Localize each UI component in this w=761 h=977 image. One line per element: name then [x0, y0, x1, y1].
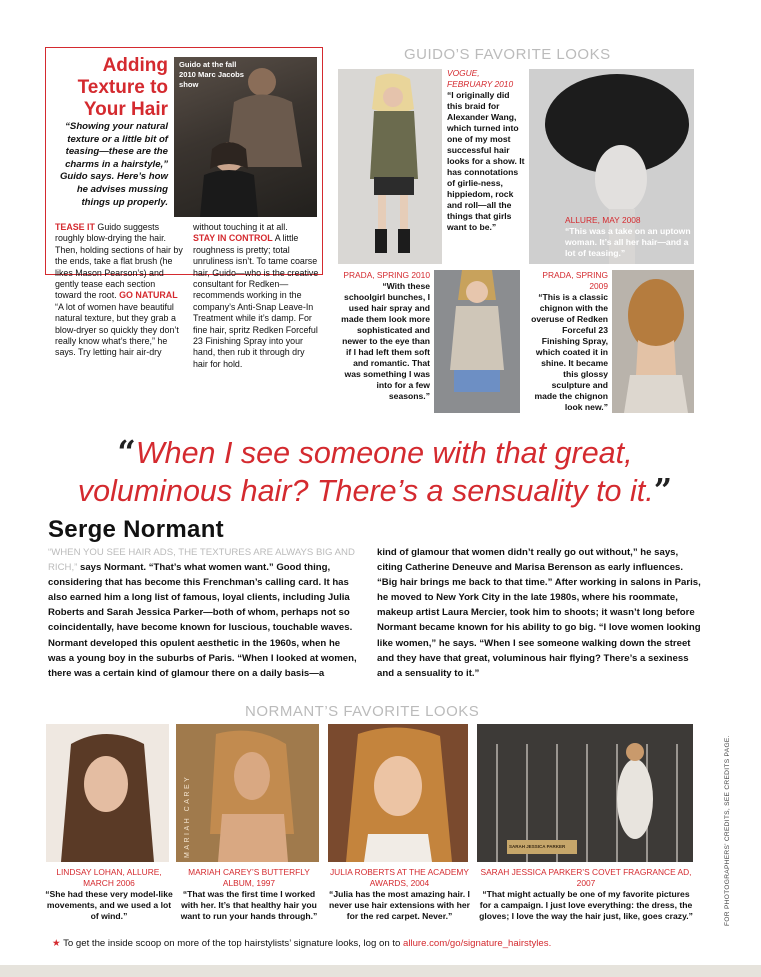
tip-lead: STAY IN CONTROL [193, 233, 273, 244]
caption-source: SARAH JESSICA PARKER’S COVET FRAGRANCE AD, 2007 [480, 867, 692, 888]
vogue-braid-photo [338, 69, 442, 264]
mariah-album-vertical-text: MARIAH CAREY [184, 774, 191, 858]
footer-note [52, 938, 551, 949]
mariah-caption [174, 867, 324, 922]
mariah-carey-album-photo [176, 724, 319, 862]
allure-caption [565, 215, 691, 259]
caption-source: ALLURE, MAY 2008 [565, 215, 641, 225]
pull-quote [50, 434, 700, 510]
caption-quote: “That might actually be one of my favorite pictures for a campaign. I just love everything: the dress, the gloves; I love the way the hair just, like, goes crazy.” [479, 889, 693, 921]
tip-lead: TEASE IT [55, 222, 95, 232]
sidebar-col-2 [193, 222, 320, 370]
guido-looks-heading: GUIDO’S FAVORITE LOOKS [404, 46, 611, 63]
sjp-caption [476, 867, 696, 922]
sidebar-title: Adding Texture to Your Hair [77, 55, 168, 120]
sidebar-intro: “Showing your natural texture or a little bit of teasing—these are the charms in a hairstyle,” Guido says. Here’s how he advises mussing things up properly. [59, 121, 168, 208]
caption-quote: “With these schoolgirl bunches, I used hair spray and made them look more sophisticated and newer to the eye than if I had left them soft and romantic. That was something I was into for a few seasons.” [341, 281, 430, 401]
tip-text: without touching it at all. [193, 222, 288, 232]
star-icon: ★ [52, 938, 61, 949]
article-text: kind of glamour that women didn’t really go out without,” he says, citing Catherine Deneuve and Marisa Berenson as early influences. “Big hair brings me back to that time.” After working in salons in Paris, he moved to New York City in the late 1980s, where his roommate, makeup artist Laura Mercier, took him to shoots; it wasn’t long before Normant became known for his ability to go big. “I love women looking like women,” he says. “When I see someone walking down the street and they have that great, voluminous hair flying? There’s a sexiness and a sensuality to it.” [377, 547, 701, 679]
caption-quote: “This is a classic chignon with the overuse of Redken Forceful 23 Finishing Spray, which coated it in shine. It became this glossy sculpture and made the chignon look new.” [531, 292, 608, 412]
caption-quote: “Julia has the most amazing hair. I never use hair extensions with her for the red carpet. Never.” [329, 889, 470, 921]
guido-photo-caption: Guido at the fall 2010 Marc Jacobs show [179, 60, 245, 89]
prada-2010-caption [340, 270, 430, 402]
caption-quote: “I originally did this braid for Alexander Wang, which turned into one of my most successful hair looks for a show. It has connotations of girlie-ness, hippiedom, rock and roll—all the things that girls want to be.” [447, 90, 525, 232]
page-bottom-strip [0, 965, 761, 977]
pull-quote-text: When I see someone with that great, voluminous hair? There’s a sensuality to it. [77, 436, 654, 508]
sjp-ad-logo-text: SARAH JESSICA PARKER [509, 844, 566, 849]
prada-2010-photo [434, 270, 520, 413]
tip-text: “A lot of women have beautiful natural texture, but they grab a blow-dryer so quickly they don’t really know what’s there,” he says. Try letting hair air-dry [55, 301, 179, 358]
caption-source: LINDSAY LOHAN, ALLURE, MARCH 2006 [56, 867, 162, 888]
caption-source: PRADA, SPRING 2010 [343, 270, 430, 280]
tip-text: A little roughness is pretty; total unruliness isn’t. To tame coarse hair, Guido—who is the creative consultant for Redken—recommends working in the company’s Anti-Snap Leave-In Treatment while it’s damp. For fine hair, spritz Redken Forceful 23 Finishing Spray into your hand, then rub it through dry hair for hold. [193, 233, 319, 369]
photo-credits-note: FOR PHOTOGRAPHERS’ CREDITS, SEE CREDITS PAGE. [724, 735, 731, 926]
julia-caption [326, 867, 473, 922]
tip-lead: GO NATURAL [119, 290, 178, 301]
normant-looks-heading: NORMANT’S FAVORITE LOOKS [245, 703, 480, 720]
vogue-caption [447, 68, 527, 233]
allure-signature-link[interactable]: allure.com/go/signature_hairstyles. [402, 938, 552, 949]
caption-source: JULIA ROBERTS AT THE ACADEMY AWARDS, 2004 [329, 867, 469, 888]
caption-quote: “She had these very model-like movements, and we used a lot of wind.” [45, 889, 173, 921]
article-text: says Normant. “That’s what women want.” Good thing, considering that has become this Frenchman’s calling card. It has also earned him a long list of famous, loyal clients, including Julia Roberts and Sarah Jessica Parker—both of whom, perhaps not so coincidentally, have become known for luscious, touchable waves. Normant developed this opulent aesthetic in the 1960s, when he was a young boy in the suburbs of Paris. “When I looked at women, there was a certain kind of glamour there on a daily basis—a [48, 562, 357, 679]
julia-roberts-photo [328, 724, 468, 862]
tip-text: Guido suggests roughly blow-drying the hair. Then, holding sections of hair by the ends, take a flat brush (he likes Mason Pearson’s) and gently tease each section toward the root. [55, 222, 183, 301]
article-kicker: “WHEN YOU SEE HAIR ADS, THE TEXTURES ARE ALWAYS BIG AND RICH,” [48, 547, 355, 574]
caption-source: PRADA, SPRING 2009 [542, 270, 608, 291]
prada-2009-chignon-photo [612, 270, 694, 413]
article-col-2 [377, 545, 702, 681]
caption-quote: “That was the first time I worked with her. It’s that healthy hair you want to run your hands through.” [180, 889, 318, 921]
open-quote-mark: “ [117, 433, 136, 471]
lindsay-lohan-photo [46, 724, 169, 862]
close-quote-mark: ” [653, 471, 673, 509]
sjp-covet-ad-photo [477, 724, 693, 862]
caption-source: VOGUE, FEBRUARY 2010 [447, 68, 514, 89]
prada-2009-caption [528, 270, 608, 413]
caption-quote: “This was a take on an uptown woman. It’s all her hair—and a lot of teasing.” [565, 226, 691, 258]
article-byline: Serge Normant [48, 516, 224, 543]
caption-source: MARIAH CAREY’S BUTTERFLY ALBUM, 1997 [188, 867, 310, 888]
footer-text: To get the inside scoop on more of the top hairstylists’ signature looks, log on to [60, 938, 403, 949]
article-col-1 [48, 545, 360, 681]
sidebar-col-1 [55, 222, 184, 359]
lohan-caption [44, 867, 174, 922]
